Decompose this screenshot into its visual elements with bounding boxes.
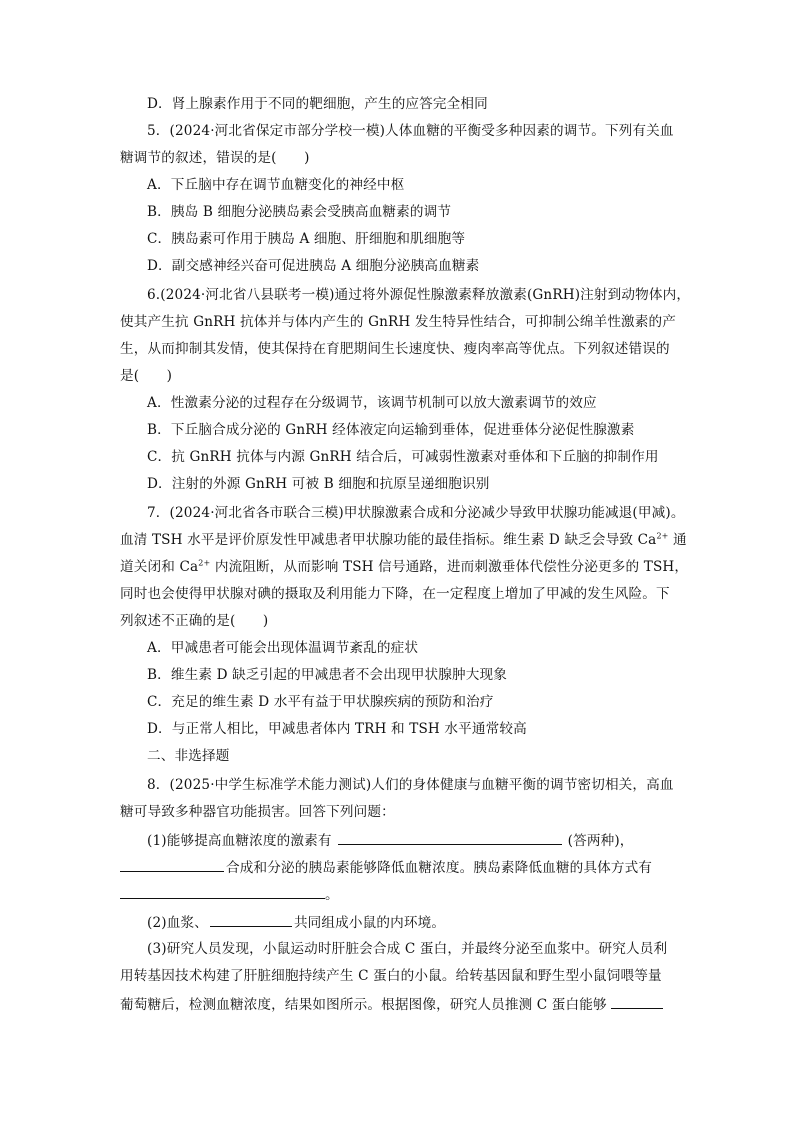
q8-stem-line-1: 8．(2025·中学生标准学术能力测试)人们的身体健康与血糖平衡的调节密切相关，高血 xyxy=(147,777,674,793)
q7-stem-line-2-end: 通 xyxy=(668,532,687,548)
q7-option-c: C．充足的维生素 D 水平有益于甲状腺疾病的预防和治疗 xyxy=(147,694,494,710)
q7-stem-line-3-start: 道关闭和 Ca xyxy=(120,559,199,575)
q8-part-1-prompt: (1)能够提高血糖浓度的激素有 xyxy=(147,833,332,849)
q5-stem-line-1: 5．(2024·河北省保定市部分学校一模)人体血糖的平衡受多种因素的调节。下列有关血 xyxy=(147,123,674,139)
q8-part-1-line-2 xyxy=(120,856,676,878)
q8-part-1-end: 。 xyxy=(325,887,339,903)
answer-blank[interactable] xyxy=(338,829,562,845)
q6-option-a: A．性激素分泌的过程存在分级调节，该调节机制可以放大激素调节的效应 xyxy=(147,395,597,411)
q7-stem-line-3-rest: 内流阻断，从而影响 TSH 信号通路，进而刺激垂体代偿性分泌更多的 TSH， xyxy=(210,559,689,575)
q7-stem-line-4: 同时也会使得甲状腺对碘的摄取及利用能力下降，在一定程度上增加了甲减的发生风险。下 xyxy=(120,586,670,602)
q8-part-3-line-1: (3)研究人员发现，小鼠运动时肝脏会合成 C 蛋白，并最终分泌至血浆中。研究人员利 xyxy=(147,941,668,957)
q8-part-1-line-1 xyxy=(147,829,676,851)
q7-stem-line-2 xyxy=(120,530,687,550)
answer-blank[interactable] xyxy=(210,911,292,927)
q8-part-3-text: 葡萄糖后，检测血糖浓度，结果如图所示。根据图像，研究人员推测 C 蛋白能够 xyxy=(120,997,607,1013)
calcium-charge-superscript: 2+ xyxy=(198,558,211,568)
q7-stem-line-3 xyxy=(120,557,689,577)
q7-option-b: B．维生素 D 缺乏引起的甲减患者不会出现甲状腺肿大现象 xyxy=(147,667,507,683)
answer-blank[interactable] xyxy=(120,883,325,899)
section-title: 二、非选择题 xyxy=(147,748,230,764)
answer-blank[interactable] xyxy=(120,856,224,872)
q8-part-2-text: 共同组成小鼠的内环境。 xyxy=(293,915,446,931)
q5-option-a: A．下丘脑中存在调节血糖变化的神经中枢 xyxy=(147,177,405,193)
q8-part-1-hint: (答两种)， xyxy=(567,833,634,849)
q8-part-2-prompt: (2)血浆、 xyxy=(147,915,208,931)
q6-stem-line-4: 是( ) xyxy=(120,368,173,384)
q8-part-3-line-2: 用转基因技术构建了肝脏细胞持续产生 C 蛋白的小鼠。给转基因鼠和野生型小鼠饲喂等量 xyxy=(120,968,662,984)
q7-stem-line-1: 7．(2024·河北省各市联合三模)甲状腺激素合成和分泌减少导致甲状腺功能减退(甲减)。 xyxy=(147,505,685,521)
q6-stem-line-2: 使其产生抗 GnRH 抗体并与体内产生的 GnRH 发生特异性结合，可抑制公绵羊性激素的产 xyxy=(120,314,677,330)
q8-part-3-line-3 xyxy=(120,993,676,1015)
q6-stem-line-3: 生，从而抑制其发情，使其保持在育肥期间生长速度快、瘦肉率高等优点。下列叙述错误的 xyxy=(120,341,670,357)
q8-part-1-text: 合成和分泌的胰岛素能够降低血糖浓度。胰岛素降低血糖的具体方式有 xyxy=(226,860,653,876)
q8-part-2 xyxy=(147,911,676,933)
q8-stem-line-2: 糖可导致多种器官功能损害。回答下列问题： xyxy=(120,804,395,820)
q5-option-b: B．胰岛 B 细胞分泌胰岛素会受胰高血糖素的调节 xyxy=(147,204,452,220)
q7-option-d: D．与正常人相比，甲减患者体内 TRH 和 TSH 水平通常较高 xyxy=(147,721,527,737)
q7-option-a: A．甲减患者可能会出现体温调节紊乱的症状 xyxy=(147,640,419,656)
q6-stem-line-1: 6.(2024·河北省八县联考一模)通过将外源促性腺激素释放激素(GnRH)注射到动物体内， xyxy=(147,287,691,303)
answer-blank[interactable] xyxy=(611,993,663,1009)
q6-option-b: B．下丘脑合成分泌的 GnRH 经体液定向运输到垂体，促进垂体分泌促性腺激素 xyxy=(147,422,635,438)
q6-option-c: C．抗 GnRH 抗体与内源 GnRH 结合后，可减弱性激素对垂体和下丘脑的抑制作用 xyxy=(147,449,659,465)
q5-stem-line-2: 糖调节的叙述，错误的是( ) xyxy=(120,150,310,166)
q8-part-1-line-3 xyxy=(120,883,676,905)
calcium-charge-superscript: 2+ xyxy=(656,531,669,541)
q6-option-d: D．注射的外源 GnRH 可被 B 细胞和抗原呈递细胞识别 xyxy=(147,476,490,492)
q5-option-c: C．胰岛素可作用于胰岛 A 细胞、肝细胞和肌细胞等 xyxy=(147,231,466,247)
q7-stem-line-2-text: 血清 TSH 水平是评价原发性甲减患者甲状腺功能的最佳指标。维生素 D 缺乏会导致 Ca xyxy=(120,532,657,548)
q4-option-d: D．肾上腺素作用于不同的靶细胞，产生的应答完全相同 xyxy=(147,96,488,112)
q7-stem-line-5: 列叙述不正确的是( ) xyxy=(120,613,269,629)
q5-option-d: D．副交感神经兴奋可促进胰岛 A 细胞分泌胰高血糖素 xyxy=(147,258,480,274)
